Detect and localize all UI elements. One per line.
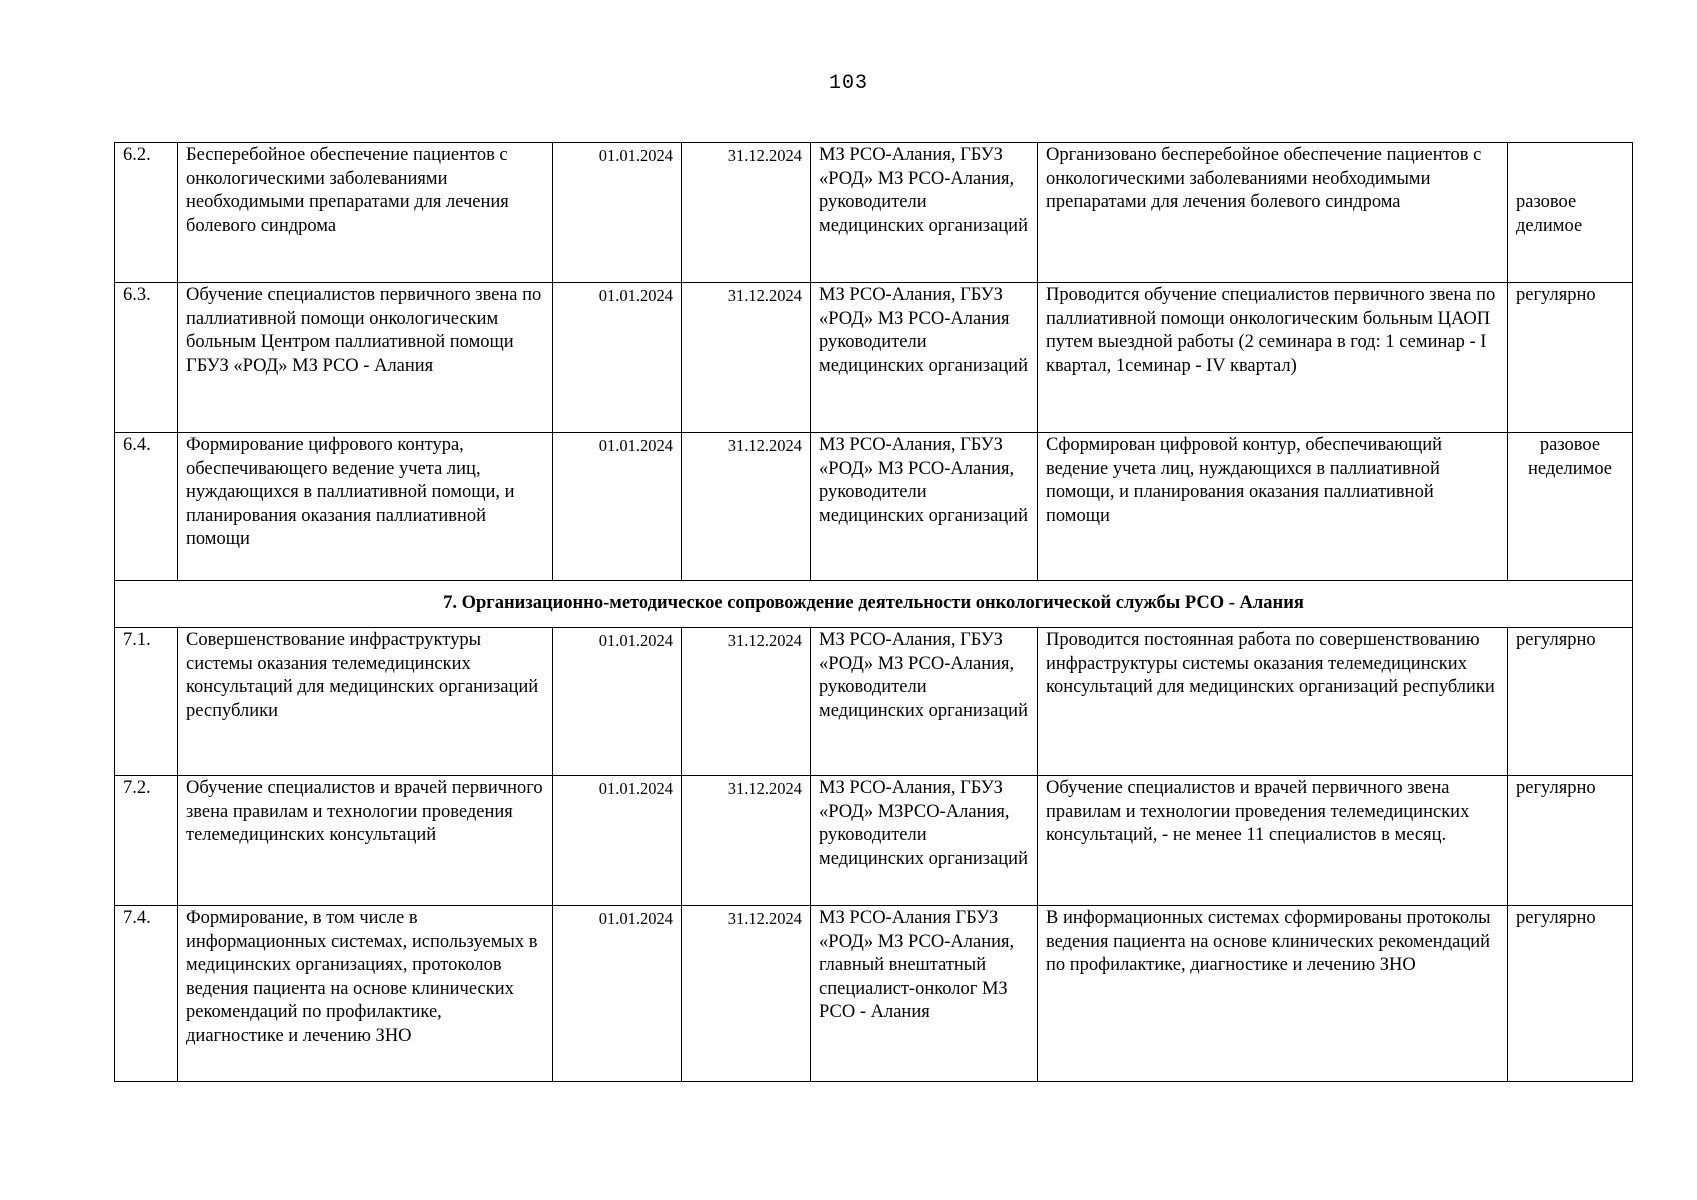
table-row — [115, 628, 1633, 776]
start-date-cell: 01.01.2024 — [553, 906, 682, 1082]
end-date-cell: 31.12.2024 — [682, 433, 811, 581]
end-date-cell: 31.12.2024 — [682, 143, 811, 283]
result-cell: Организовано бесперебойное обеспечение пациентов с онкологическими заболеваниями необходимыми препаратами для лечения болевого синдрома — [1038, 143, 1508, 283]
start-date-cell: 01.01.2024 — [553, 143, 682, 283]
responsible-cell: МЗ РСО-Алания, ГБУЗ «РОД» МЗ РСО-Алания, руководители медицинских организаций — [811, 433, 1038, 581]
activity-plan-table — [114, 142, 1633, 1082]
responsible-cell: МЗ РСО-Алания, ГБУЗ «РОД» МЗ РСО-Алания, руководители медицинских организаций — [811, 628, 1038, 776]
table-row — [115, 433, 1633, 581]
end-date-cell: 31.12.2024 — [682, 283, 811, 433]
row-number: 7.4. — [115, 906, 178, 1082]
task-cell: Совершенствование инфраструктуры системы оказания телемедицинских консультаций для медицинских организаций республики — [178, 628, 553, 776]
frequency-text: разовое делимое — [1516, 192, 1583, 236]
frequency-spacer — [1516, 144, 1624, 191]
responsible-cell: МЗ РСО-Алания, ГБУЗ «РОД» МЗ РСО-Алания руководители медицинских организаций — [811, 283, 1038, 433]
start-date-cell: 01.01.2024 — [553, 628, 682, 776]
responsible-cell: МЗ РСО-Алания, ГБУЗ «РОД» МЗРСО-Алания, руководители медицинских организаций — [811, 776, 1038, 906]
section-heading-row — [115, 581, 1633, 628]
table-row — [115, 906, 1633, 1082]
frequency-cell: регулярно — [1508, 628, 1633, 776]
end-date-cell: 31.12.2024 — [682, 628, 811, 776]
row-number: 6.3. — [115, 283, 178, 433]
result-cell: Обучение специалистов и врачей первичного звена правилам и технологии проведения телемедицинских консультаций, - не менее 11 специалистов в месяц. — [1038, 776, 1508, 906]
result-cell: В информационных системах сформированы протоколы ведения пациента на основе клинических рекомендаций по профилактике, диагностике и лечению ЗНО — [1038, 906, 1508, 1082]
task-cell: Обучение специалистов и врачей первичного звена правилам и технологии проведения телемедицинских консультаций — [178, 776, 553, 906]
page-number: 103 — [828, 72, 868, 95]
responsible-cell: МЗ РСО-Алания ГБУЗ «РОД» МЗ РСО-Алания, главный внештатный специалист-онколог МЗ РСО - Алания — [811, 906, 1038, 1082]
end-date-cell: 31.12.2024 — [682, 776, 811, 906]
result-cell: Проводится постоянная работа по совершенствованию инфраструктуры системы оказания телемедицинских консультаций для медицинских организаций республики — [1038, 628, 1508, 776]
table-row — [115, 283, 1633, 433]
start-date-cell: 01.01.2024 — [553, 776, 682, 906]
frequency-cell: регулярно — [1508, 776, 1633, 906]
table-row — [115, 776, 1633, 906]
task-cell: Обучение специалистов первичного звена по паллиативной помощи онкологическим больным Центром паллиативной помощи ГБУЗ «РОД» МЗ РСО - Алания — [178, 283, 553, 433]
task-cell: Бесперебойное обеспечение пациентов с онкологическими заболеваниями необходимыми препаратами для лечения болевого синдрома — [178, 143, 553, 283]
task-cell: Формирование цифрового контура, обеспечивающего ведение учета лиц, нуждающихся в паллиативной помощи, и планирования оказания паллиативной помощи — [178, 433, 553, 581]
frequency-cell — [1508, 143, 1633, 283]
frequency-cell: регулярно — [1508, 283, 1633, 433]
section-title: 7. Организационно-методическое сопровождение деятельности онкологической службы РСО - Алания — [115, 581, 1633, 628]
row-number: 6.2. — [115, 143, 178, 283]
row-number: 6.4. — [115, 433, 178, 581]
result-cell: Проводится обучение специалистов первичного звена по паллиативной помощи онкологическим больным ЦАОП путем выездной работы (2 семинара в год: 1 семинар - I квартал, 1семинар - IV квартал) — [1038, 283, 1508, 433]
start-date-cell: 01.01.2024 — [553, 283, 682, 433]
frequency-cell: разовое неделимое — [1508, 433, 1633, 581]
table-row — [115, 143, 1633, 283]
task-cell: Формирование, в том числе в информационных системах, используемых в медицинских организациях, протоколов ведения пациента на основе клинических рекомендаций по профилактике, диагностике и лечению ЗНО — [178, 906, 553, 1082]
result-cell: Сформирован цифровой контур, обеспечивающий ведение учета лиц, нуждающихся в паллиативной помощи, и планирования оказания паллиативной помощи — [1038, 433, 1508, 581]
row-number: 7.2. — [115, 776, 178, 906]
frequency-cell: регулярно — [1508, 906, 1633, 1082]
end-date-cell: 31.12.2024 — [682, 906, 811, 1082]
responsible-cell: МЗ РСО-Алания, ГБУЗ «РОД» МЗ РСО-Алания, руководители медицинских организаций — [811, 143, 1038, 283]
row-number: 7.1. — [115, 628, 178, 776]
start-date-cell: 01.01.2024 — [553, 433, 682, 581]
